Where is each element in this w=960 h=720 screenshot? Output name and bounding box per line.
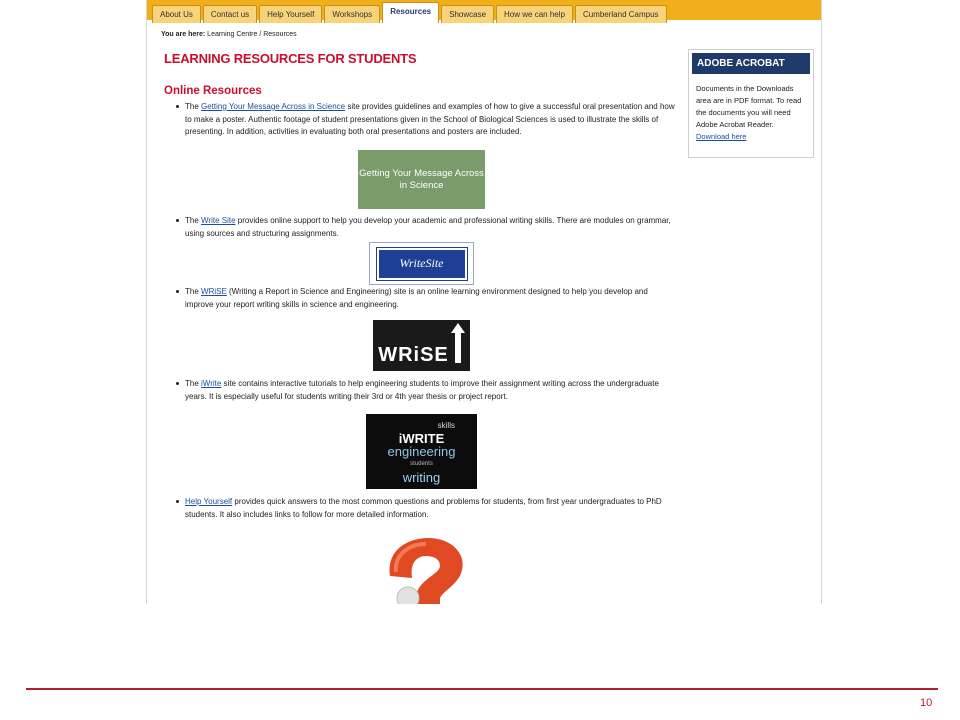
writesite-logo[interactable] <box>369 242 474 285</box>
main-nav <box>152 2 667 20</box>
tab-workshops[interactable]: Workshops <box>324 5 380 23</box>
tab-resources[interactable]: Resources <box>382 2 439 23</box>
bullet-icon <box>176 382 179 385</box>
adobe-acrobat-panel <box>688 49 814 158</box>
arrow-up-icon <box>451 323 465 363</box>
tab-about-us[interactable]: About Us <box>152 5 201 23</box>
breadcrumb-path[interactable]: Learning Centre / Resources <box>207 31 297 38</box>
bullet-icon <box>176 105 179 108</box>
iwrite-word-cloud[interactable]: skills iWRITE engineering students writing <box>366 414 477 489</box>
list-item: The Getting Your Message Across in Science site provides guidelines and examples of how to give a successful oral presentation and how to make a poster. Authentic footage of student presentations given in the School of Biological Sciences is used to illustrate the skills of presenting. In addition, activities in evaluating both oral presentations and posters are included. <box>185 101 675 139</box>
download-link[interactable]: Download here <box>696 132 747 141</box>
slide-number: 10 <box>920 697 933 709</box>
tab-contact-us[interactable]: Contact us <box>203 5 257 23</box>
tab-help-yourself[interactable]: Help Yourself <box>259 5 322 23</box>
list-item: The iWrite site contains interactive tutorials to help engineering students to improve their assignment writing across the undergraduate years. It is especially useful for students writing their 3rd or 4th year thesis or project report. <box>185 378 675 403</box>
list-item: The WRiSE (Writing a Report in Science and Engineering) site is an online learning environment designed to help you develop and improve your report writing skills in science and engineering. <box>185 286 675 311</box>
list-item: The Write Site provides online support to help you develop your academic and professional writing skills. There are modules on grammar, using sources and structuring assignments. <box>185 215 675 240</box>
bullet-icon <box>176 290 179 293</box>
question-mark-icon[interactable] <box>382 536 466 604</box>
bullet-icon <box>176 219 179 222</box>
link-help-yourself[interactable]: Help Yourself <box>185 497 233 506</box>
link-write-site[interactable]: Write Site <box>201 216 236 225</box>
link-wrise[interactable]: WRiSE <box>201 287 227 296</box>
link-getting-your-message[interactable]: Getting Your Message Across in Science <box>201 102 346 111</box>
getting-your-message-banner[interactable]: Getting Your Message Across in Science <box>358 150 485 209</box>
section-title: Online Resources <box>164 85 262 97</box>
link-iwrite[interactable]: iWrite <box>201 379 222 388</box>
page-title: LEARNING RESOURCES FOR STUDENTS <box>164 51 417 66</box>
wrise-logo[interactable]: WRiSE <box>373 320 470 371</box>
writesite-badge: WriteSite <box>377 248 467 280</box>
tab-showcase[interactable]: Showcase <box>441 5 494 23</box>
panel-body: Documents in the Downloads area are in PDF format. To read the documents you will need Adobe Acrobat Reader. Download here <box>696 84 802 141</box>
bullet-icon <box>176 500 179 503</box>
tab-how-we-can-help[interactable]: How we can help <box>496 5 573 23</box>
footer-divider <box>26 688 938 690</box>
breadcrumb <box>161 31 297 38</box>
list-item: Help Yourself provides quick answers to the most common questions and problems for students, from first year undergraduates to PhD students. It also includes links to follow for more detailed information. <box>185 496 675 521</box>
panel-title: ADOBE ACROBAT <box>692 53 810 74</box>
breadcrumb-prefix: You are here: <box>161 31 206 38</box>
webpage-screenshot <box>146 0 822 604</box>
tab-cumberland-campus[interactable]: Cumberland Campus <box>575 5 667 23</box>
